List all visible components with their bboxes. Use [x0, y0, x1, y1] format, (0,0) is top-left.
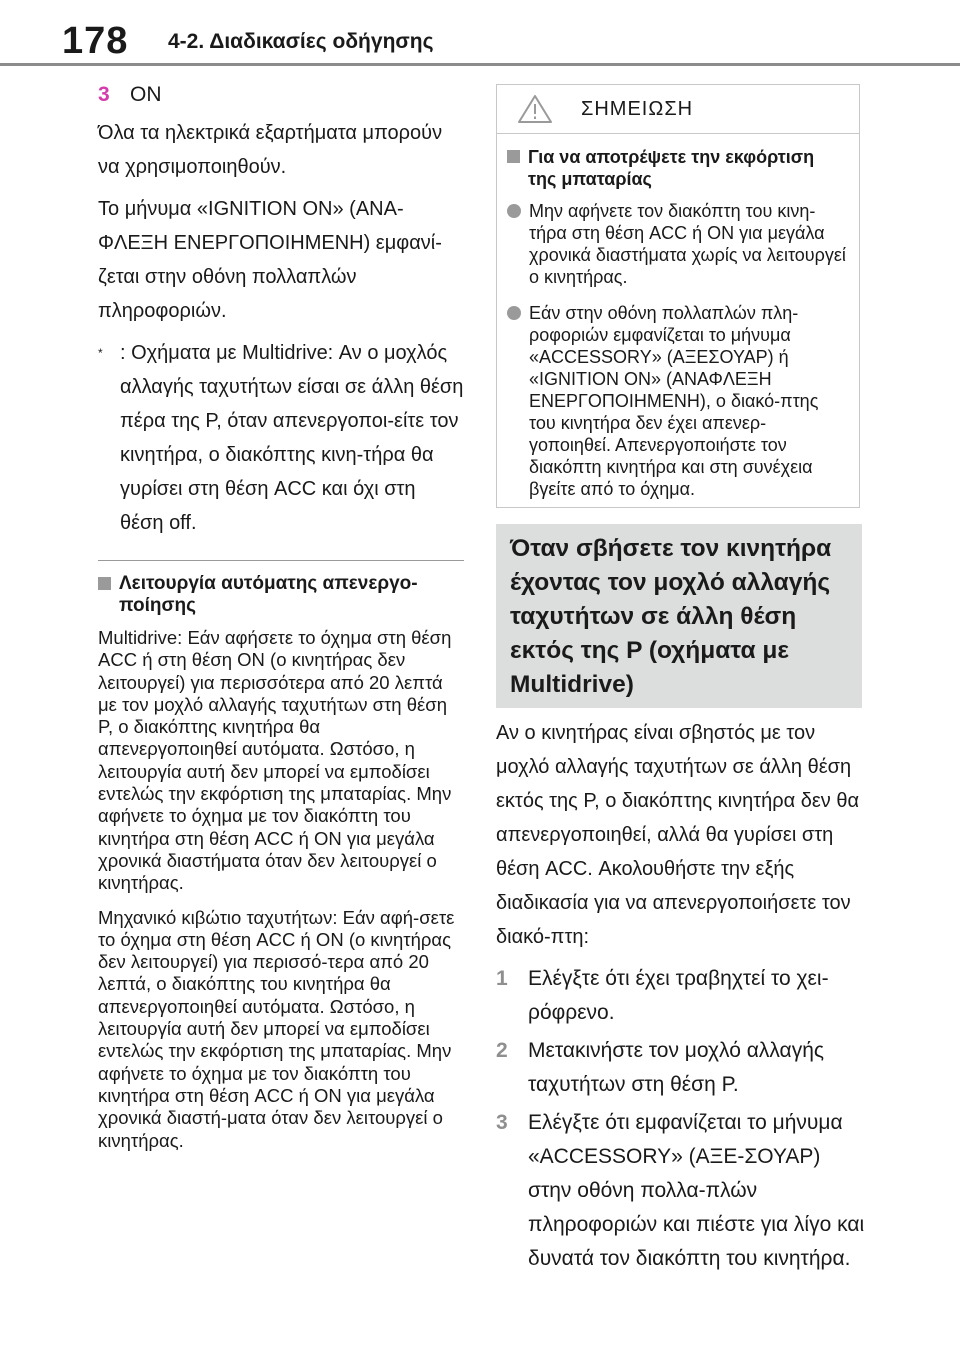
- procedure-step-1: [496, 962, 866, 1030]
- auto-off-multidrive-paragraph: Multidrive: Εάν αφήσετε το όχημα στη θέση ACC ή στη θέση ON (ο κινητήρας δεν λειτουργεί) για περισσότερα από 20 λεπτά με τον μοχλό αλλαγής ταχυτήτων στη θέση P, ο διακόπτης κινητήρα θα απενεργοποιηθεί αυτόματα. Ωστόσο, η λειτουργία αυτή δεν μπορεί να εμποδίσει εντελώς την εκφόρτιση της μπαταρίας. Μην αφήνετε το όχημα με τον διακόπτη του κινητήρα στη θέση ACC ή ON για μεγάλα χρονικά διαστήματα όταν δεν λειτουργεί ο κινητήρας.: [98, 627, 452, 894]
- auto-off-heading: [98, 573, 464, 617]
- heading-line: εκτός της P (οχήματα με: [510, 637, 789, 664]
- section-title: 4-2. Διαδικασίες οδήγησης: [168, 30, 434, 53]
- note-box: [496, 84, 860, 508]
- page-header: [0, 0, 960, 66]
- warning-triangle-icon: [517, 94, 553, 124]
- heading-line: ταχυτήτων σε άλλη θέση: [510, 603, 797, 630]
- footnote: [98, 336, 464, 540]
- note-bullet-text: Εάν στην οθόνη πολλαπλών πλη-ροφοριών εμφανίζεται το μήνυμα «ACCESSORY» (ΑΞΕΣΟΥΑΡ) ή «IGNITION ON» (ΑΝΑΦΛΕΞΗ ΕΝΕΡΓΟΠΟΙΗΜΕΝΗ), ο διακό-πτης του κινητήρα δεν έχει απενερ-γοποιηθεί. Απενεργοποιήστε τον διακόπτη κινητήρα και στη συνέχεια βγείτε από το όχημα.: [529, 303, 819, 499]
- note-bullet-1: [507, 200, 847, 288]
- note-header: [497, 85, 859, 134]
- step-text: Ελέγξτε ότι εμφανίζεται το μήνυμα «ACCESSORY» (ΑΞΕ-ΣΟΥΑΡ) στην οθόνη πολλα-πλών πληροφοριών και πιέστε για λίγο και δυνατά τον διακόπτη του κινητήρα.: [528, 1111, 865, 1270]
- step-number: 3: [496, 1111, 508, 1134]
- heading-line: Όταν σβήσετε τον κινητήρα: [510, 535, 832, 562]
- footnote-mark: *: [98, 346, 103, 360]
- square-bullet-icon: [98, 577, 111, 590]
- step-text: Ελέγξτε ότι έχει τραβηχτεί το χει-ρόφρενο.: [528, 967, 829, 1024]
- round-bullet-icon: [507, 204, 521, 218]
- note-body: [497, 134, 859, 500]
- left-column: [98, 78, 464, 1164]
- auto-off-manual-paragraph: Μηχανικό κιβώτιο ταχυτήτων: Εάν αφή-σετε το όχημα στη θέση ACC ή ON (ο κινητήρας δεν λειτουργεί) για περισσό-τερα από 20 λεπτά, ο διακόπτης του κινητήρα θα απενεργοποιηθεί αυτόματα. Ωστόσο, η λειτουργία αυτή δεν μπορεί να εμποδίσει εντελώς την εκφόρτιση της μπαταρίας. Μην αφήνετε το όχημα με τον διακόπτη του κινητήρα στη θέση ACC ή ON για μεγάλα χρονικά διαστή-ματα όταν δεν λειτουργεί ο κινητήρας.: [98, 906, 455, 1151]
- right-column-body: [496, 716, 866, 1280]
- note-title: ΣΗΜΕΙΩΣΗ: [581, 97, 694, 120]
- procedure-step-3: [496, 1106, 866, 1276]
- note-heading: [507, 146, 847, 190]
- heading-line: έχοντας τον μοχλό αλλαγής: [510, 569, 831, 596]
- section-divider: [98, 560, 464, 561]
- square-bullet-icon: [507, 150, 520, 163]
- step-3: [98, 78, 464, 112]
- round-bullet-icon: [507, 306, 521, 320]
- paragraph-all-accessories: Όλα τα ηλεκτρικά εξαρτήματα μπορούν να χρησιμοποιηθούν.: [98, 122, 443, 178]
- procedure-step-2: [496, 1034, 866, 1102]
- auto-off-heading-text: Λειτουργία αυτόματης απενεργο-ποίησης: [119, 573, 418, 616]
- step-number: 3: [98, 83, 110, 106]
- heading-line: Multidrive): [510, 671, 634, 698]
- note-bullet-text: Μην αφήνετε τον διακόπτη του κινη-τήρα στη θέση ACC ή ON για μεγάλα χρονικά διαστήματα χωρίς να λειτουργεί ο κινητήρας.: [529, 201, 846, 287]
- header-divider: [0, 63, 960, 66]
- step-text: ON: [130, 83, 162, 106]
- procedure-intro-paragraph: Αν ο κινητήρας είναι σβηστός με τον μοχλό αλλαγής ταχυτήτων σε άλλη θέση εκτός της P, ο διακόπτης κινητήρα δεν θα απενεργοποιηθεί, αλλά θα γυρίσει στη θέση ACC. Ακολουθήστε την εξής διαδικασία για να απενεργοποιήσετε τον διακό-πτη:: [496, 722, 860, 948]
- paragraph-ignition-message: Το μήνυμα «IGNITION ON» (ΑΝΑ-ΦΛΕΞΗ ΕΝΕΡΓΟΠΟΙΗΜΕΝΗ) εμφανί-ζεται στην οθόνη πολλαπλών πληροφοριών.: [98, 198, 442, 322]
- step-text: Μετακινήστε τον μοχλό αλλαγής ταχυτήτων στη θέση P.: [528, 1039, 824, 1096]
- multidrive-section-heading: [496, 524, 862, 708]
- note-heading-text: Για να αποτρέψετε την εκφόρτιση της μπαταρίας: [528, 147, 815, 189]
- step-number: 1: [496, 967, 508, 990]
- step-number: 2: [496, 1039, 508, 1062]
- page-number: 178: [62, 20, 129, 62]
- note-bullet-2: [507, 302, 847, 500]
- footnote-text: : Οχήματα με Multidrive: Αν ο μοχλός αλλαγής ταχυτήτων είσαι σε άλλη θέση πέρα της P, όταν απενεργοποι-είτε τον κινητήρα, ο διακόπτης κινη-τήρα θα γυρίσει στη θέση ACC και όχι στη θέση off.: [120, 342, 464, 534]
